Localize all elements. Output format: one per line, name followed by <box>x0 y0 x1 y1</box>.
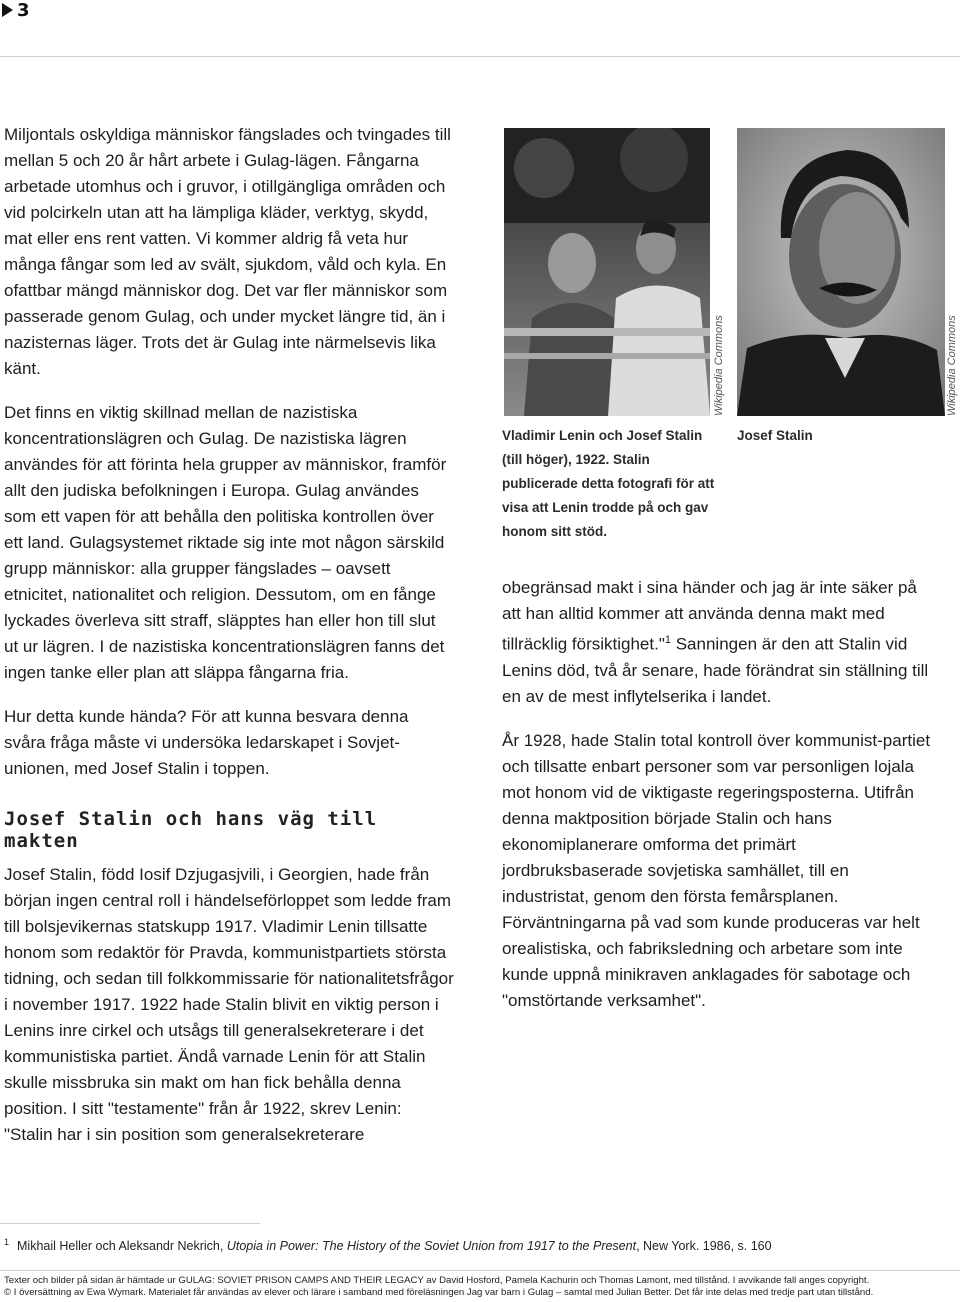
section-heading: Josef Stalin och hans väg till makten <box>4 808 378 852</box>
paragraph-difference: Det finns en viktig skillnad mellan de nazistiska koncentrationslägren och Gulag. De nazistiska lägren användes för att förinta hela grupper av människor, framför allt den judiska befolkningen i Europa. Gulag användes som ett vapen för att behålla den politiska kontrollen över ett land. Gulagsystemet riktade sig inte mot någon särskild grupp människor: alla grupper fängslades – oavsett etnicitet, nationalitet och religion. Dessutom, om en fånge lyckades överleva sitt straff, släpptes han eller hon till slut ut ur lägren. I de nazistiska koncentrationslägren fanns det ingen tanke eller plan att släppa fångarna fria. <box>4 403 447 682</box>
header-divider <box>0 56 960 57</box>
paragraph-continuation: Sanningen är den att Stalin vid Lenins död, två år senare, hade förändrat sin ställning till en av de mest inflytelserika i landet. <box>502 634 929 706</box>
play-triangle-icon <box>2 3 13 17</box>
footer-source-prefix: Texter och bilder på sidan är hämtade ur <box>4 1275 179 1286</box>
footer <box>4 1275 956 1299</box>
photo2-credit: Wikipedia Commons <box>946 315 958 416</box>
photo2-caption: Josef Stalin <box>737 428 813 443</box>
footnote-reference: 1 <box>664 634 671 646</box>
footer-line-copyright: © I översättning av Ewa Wymark. Materialet får användas av elever och lärare i samband med föreläsningen Jag var barn i Gulag – samtal med Julian Better. Det får inte delas med tredje part utan tillstånd. <box>4 1287 874 1298</box>
footnote-authors: Mikhail Heller och Aleksandr Nekrich, <box>17 1239 227 1254</box>
footer-source-suffix: av David Hosford, Pamela Kachurin och Thomas Lamont, med tillstånd. I avvikande fall anges copyright. <box>423 1275 870 1286</box>
footer-line-source <box>4 1275 956 1287</box>
quote-text: obegränsad makt i sina händer och jag är inte säker på att han alltid kommer att använda denna makt med tillräcklig försiktighet." <box>502 578 917 654</box>
footnote-divider <box>0 1223 260 1224</box>
footnote-title: Utopia in Power: The History of the Soviet Union from 1917 to the Present <box>226 1239 637 1254</box>
right-column <box>502 575 932 1014</box>
footnote <box>4 1237 954 1253</box>
footnote-publication: , New York. 1986, s. 160 <box>636 1239 772 1254</box>
photo1-caption: Vladimir Lenin och Josef Stalin (till höger), 1922. Stalin publicerade detta fotografi för att visa att Lenin trodde på och gav honom sitt stöd. <box>502 428 715 539</box>
photo-lenin-stalin-image <box>504 128 710 416</box>
footnote-number: 1 <box>4 1237 10 1247</box>
photo-stalin-portrait <box>737 128 945 416</box>
photo-stalin-image <box>737 128 945 416</box>
paragraph-lenin-testament <box>502 575 932 710</box>
paragraph-stalin-rise: Josef Stalin, född Iosif Dzjugasjvili, i Georgien, hade från början ingen central roll i händelseförloppet som ledde fram till bolsjevikernas statskupp 1917. Vladimir Lenin tillsatte honom som redaktör för Pravda, kommunistpartiets största tidning, och sedan till folkkommissarie för nationalitetsfrågor i november 1917. 1922 hade Stalin blivit en viktig person i Lenins inre cirkel och utsågs till generalsekreterare i det kommunistiska partiet. Ändå varnade Lenin för att Stalin skulle missbruka sin makt om han fick behålla denna position. I sitt "testamente" från år 1922, skrev Lenin: "Stalin har i sin position som generalsekreterare <box>4 865 454 1144</box>
footer-book-title: GULAG: SOVIET PRISON CAMPS AND THEIR LEGACY <box>178 1275 424 1286</box>
paragraph-gulag-intro: Miljontals oskyldiga människor fängslades och tvingades till mellan 5 och 20 år hårt arbete i Gulag-lägen. Fångarna arbetade utomhus och i gruvor, i otillgängliga områden och vid polcirkeln utan att ha lämpliga kläder, verktyg, skydd, mat eller ens rent vatten. Vi kommer aldrig få veta hur många fångar som led av svält, sjukdom, våld och kyla. En ofattbar mängd människor dog. Det var fler människor som passerade genom Gulag, och under mycket längre tid, än i nazisternas läger. Trots det är Gulag inte närmelsevis lika känt. <box>4 125 451 378</box>
page-number-marker <box>0 0 30 20</box>
photo-lenin-and-stalin <box>504 128 710 416</box>
photo1-credit: Wikipedia Commons <box>713 315 725 416</box>
footer-divider <box>0 1270 960 1271</box>
page-number: 3 <box>17 0 30 21</box>
paragraph-question: Hur detta kunde hända? För att kunna besvara denna svåra fråga måste vi undersöka ledarskapet i Sovjet-unionen, med Josef Stalin i toppen. <box>4 707 409 778</box>
left-column <box>4 122 454 1148</box>
paragraph-1928: År 1928, hade Stalin total kontroll över kommunist-partiet och tillsatte enbart personer som var personligen lojala mot honom vid de viktigaste regeringsposterna. Utifrån denna maktposition började Stalin och hans ekonomiplanerare omforma det primärt jordbruksbaserade sovjetiska samhället, till en industristat, genom den första femårsplanen. Förväntningarna på vad som kunde produceras var helt orealistiska, och fabriksledning och arbetare som inte kunde uppnå minikraven anklagades för sabotage och "omstörtande verksamhet". <box>502 730 931 1010</box>
